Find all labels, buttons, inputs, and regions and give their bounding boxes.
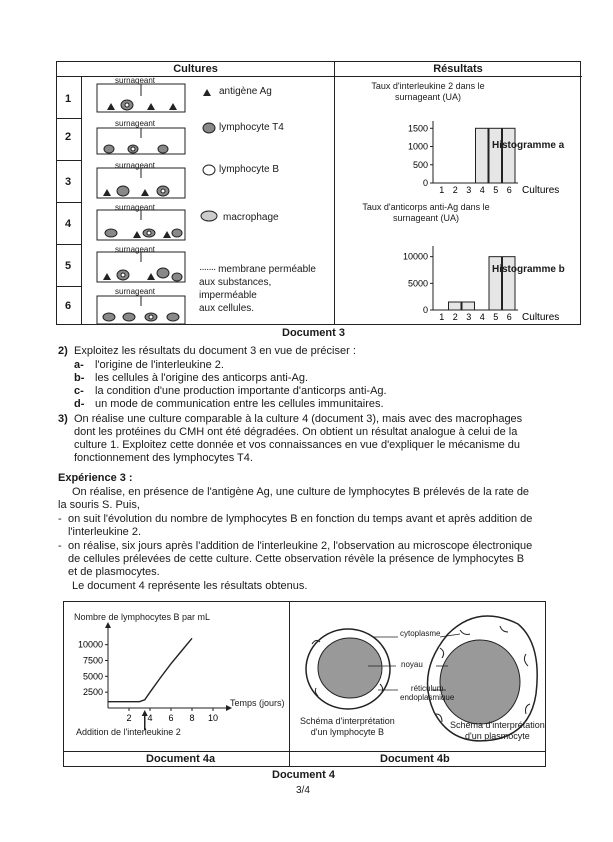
histogram-b-chart [337, 228, 582, 324]
surnageant-label: surnageant [115, 287, 156, 296]
experience-3-title: Expérience 3 : [58, 472, 133, 484]
experience-line: On réalise, en présence de l'antigène Ag, une culture de lymphocytes B prélevés de la rate de [72, 486, 530, 498]
x-tick-label: 5 [493, 185, 499, 195]
legend-icons [199, 84, 221, 234]
label-noyau: noyau [401, 660, 423, 669]
lymphocyte-t4-icon [203, 123, 215, 133]
y-tick-label: 500 [412, 159, 428, 170]
y-tick-label: 10000 [402, 251, 428, 262]
legend-b: lymphocyte B [219, 164, 280, 175]
experience-line: de cellules prélevées de cette culture. Cette observation révèle la présence de lymphocytes B [68, 553, 525, 565]
graph-4a-xlabel: Temps (jours) [230, 698, 285, 708]
legend-antigen: antigène Ag [219, 86, 272, 97]
interleukine-arrow-label: Addition de l'interleukine 2 [76, 727, 181, 737]
divider [334, 62, 335, 324]
lymphocyte-b-drawing [306, 629, 390, 709]
bar [503, 128, 516, 183]
bar [476, 128, 489, 183]
divider [57, 244, 81, 245]
x-tick-label: 6 [168, 713, 174, 723]
document-3-caption: Document 3 [282, 327, 345, 339]
page-number: 3/4 [296, 785, 310, 796]
x-tick-label: 4 [147, 713, 153, 723]
bullet-dash: - [58, 540, 62, 552]
bullet-dash: - [58, 513, 62, 525]
antigen-icon [203, 89, 211, 96]
question-2-number: 2) [58, 345, 68, 357]
histogram-a-title: Taux d'interleukine 2 dans le surnageant (UA) [371, 81, 485, 102]
y-tick-label: 5000 [407, 278, 428, 289]
experience-line: on réalise, six jours après l'addition de l'interleukine 2, l'observation au microscope électronique [68, 540, 533, 552]
x-tick-label: 10 [207, 713, 219, 723]
bar [489, 128, 502, 183]
divider [57, 118, 81, 119]
surnageant-label: surnageant [115, 203, 156, 212]
surnageant-label: surnageant [115, 76, 156, 85]
histogram-a-chart [337, 107, 582, 197]
surnageant-label: surnageant [115, 161, 156, 170]
cultures-header: Cultures [57, 62, 334, 77]
y-tick-label: 1500 [407, 123, 428, 134]
divider [64, 751, 545, 752]
histogram-b-title: Taux d'anticorps anti-Ag dans le surnageant (UA) [362, 202, 490, 223]
y-tick-label: 7500 [82, 655, 103, 666]
divider [57, 202, 81, 203]
x-tick-label: 8 [189, 713, 195, 723]
item-key: d- [74, 398, 85, 410]
document-4-caption: Document 4 [272, 769, 335, 781]
graph-4a-chart [64, 620, 289, 730]
x-axis-label: Cultures [522, 185, 560, 196]
x-tick-label: 1 [439, 312, 445, 322]
x-tick-label: 2 [452, 312, 458, 322]
question-3-line: fonctionnement des lymphocytes T4. [74, 452, 253, 464]
culture-number: 1 [64, 93, 72, 105]
y-tick-label: 10000 [77, 639, 103, 650]
macrophage-icon [201, 211, 217, 221]
document-3-table [56, 61, 581, 325]
question-2-text: Exploitez les résultats du document 3 en vue de préciser : [74, 345, 356, 357]
experience-line: on suit l'évolution du nombre de lymphocytes B en fonction du temps avant et après addition de [68, 513, 533, 525]
question-3-line: On réalise une culture comparable à la culture 4 (document 3), mais avec des macrophages [74, 413, 523, 425]
bar [462, 302, 475, 310]
resultats-header: Résultats [334, 62, 582, 77]
experience-line: l'interleukine 2. [68, 526, 142, 538]
x-tick-label: 1 [439, 185, 445, 195]
y-tick-label: 2500 [82, 687, 103, 698]
legend-membrane: ······· membrane perméable aux substances, imperméable aux cellules. [199, 264, 316, 314]
x-tick-label: 4 [479, 185, 485, 195]
item-text: un mode de communication entre les cellules immunitaires. [95, 398, 384, 410]
label-reticulum: réticulum endoplasmique [400, 684, 455, 702]
label-cytoplasme: cytoplasme [400, 629, 441, 638]
histogram-b-label: Histogramme b [492, 264, 565, 275]
graph-4a-ylabel: Nombre de lymphocytes B par mL [74, 612, 211, 622]
lymphocyte-b-caption: Schéma d'interprétation d'un lymphocyte B [300, 716, 395, 737]
experience-line: et de plasmocytes. [68, 566, 160, 578]
divider [81, 76, 82, 324]
question-3-line: dont les protéines du CMH ont été dégradées. On obtient un résultat analogue à celui de la [74, 426, 518, 438]
item-text: l'origine de l'interleukine 2. [95, 359, 224, 371]
membrane-dotted-line-icon: ······· [199, 264, 216, 275]
x-tick-label: 5 [493, 312, 499, 322]
x-tick-label: 6 [506, 312, 512, 322]
item-text: la condition d'une production importante d'anticorps anti-Ag. [95, 385, 387, 397]
divider [57, 160, 81, 161]
document-4-frame [63, 601, 546, 767]
culture-number: 4 [64, 218, 72, 230]
y-tick-label: 5000 [82, 671, 103, 682]
item-key: a- [74, 359, 84, 371]
culture-number: 2 [64, 131, 72, 143]
x-tick-label: 4 [479, 312, 485, 322]
experience-line: Le document 4 représente les résultats obtenus. [72, 580, 308, 592]
y-tick-label: 0 [422, 305, 428, 315]
culture-number: 6 [64, 300, 72, 312]
document-4a-caption: Document 4a [146, 753, 216, 765]
y-tick-label: 1000 [407, 141, 428, 152]
surnageant-label: surnageant [115, 119, 156, 128]
question-3-number: 3) [58, 413, 68, 425]
item-key: c- [74, 385, 84, 397]
x-tick-label: 3 [466, 185, 472, 195]
lymphocyte-b-icon [203, 165, 215, 175]
x-axis-label: Cultures [522, 312, 560, 323]
surnageant-label: surnageant [115, 245, 156, 254]
series-line [108, 638, 192, 701]
plasmocyte-caption: Schéma d'interprétation d'un plasmocyte [450, 720, 545, 741]
y-axis-arrow [105, 622, 111, 628]
question-3-line: culture 1. Exploitez cette donnée et vos connaissances en vue d'expliquer le mécanisme du [74, 439, 521, 451]
histogram-a-label: Histogramme a [492, 140, 565, 151]
item-text: les cellules à l'origine des anticorps anti-Ag. [95, 372, 309, 384]
experience-line: la souris S. Puis, [58, 499, 140, 511]
x-tick-label: 2 [452, 185, 458, 195]
document-4b-caption: Document 4b [380, 753, 450, 765]
divider [57, 286, 81, 287]
x-tick-label: 3 [466, 312, 472, 322]
legend-t4: lymphocyte T4 [219, 122, 284, 133]
item-key: b- [74, 372, 85, 384]
legend-macrophage: macrophage [223, 212, 279, 223]
culture-number: 3 [64, 176, 72, 188]
x-tick-label: 6 [506, 185, 512, 195]
bar [449, 302, 462, 310]
culture-number: 5 [64, 260, 72, 272]
y-tick-label: 0 [422, 178, 428, 188]
x-tick-label: 2 [126, 713, 132, 723]
